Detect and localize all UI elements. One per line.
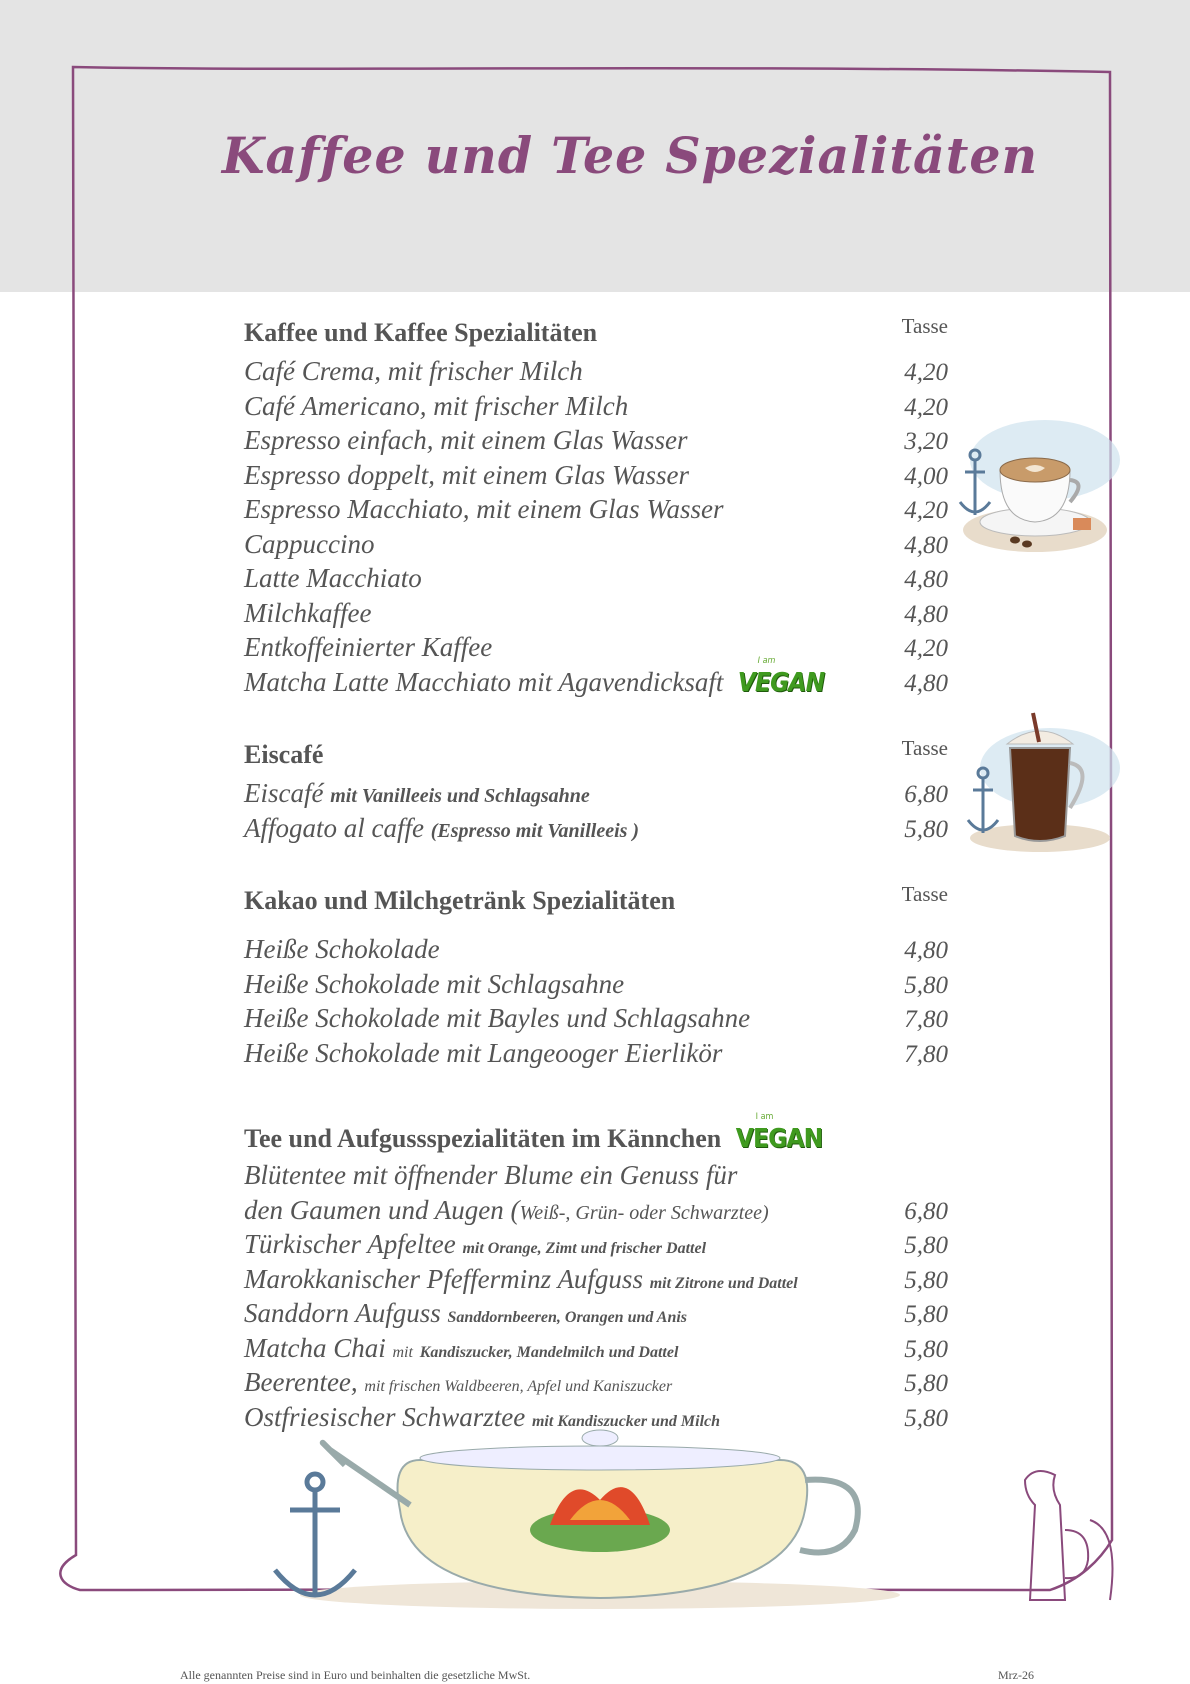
section-kaffee [244, 314, 948, 701]
menu-item: Ostfriesischer Schwarztee mit Kandiszucker und Milch 5,80 [244, 1401, 948, 1432]
teapot-illustration [270, 1420, 930, 1620]
section-title: Kaffee und Kaffee Spezialitäten [244, 318, 598, 347]
menu-item: Espresso Macchiato, mit einem Glas Wasser 4,20 [244, 494, 948, 524]
menu-item: Milchkaffee 4,80 [244, 597, 948, 628]
jug-outline-illustration [1010, 1460, 1140, 1610]
section-title: Eiscafé [244, 740, 324, 769]
menu-item: Heiße Schokolade mit Langeooger Eierlikör 7,80 [244, 1037, 948, 1068]
coffee-cup-illustration [955, 410, 1125, 560]
menu-item: Türkischer Apfeltee mit Orange, Zimt und frischer Dattel 5,80 [244, 1229, 948, 1259]
unit-label: Tasse [901, 882, 948, 906]
menu-item: Heiße Schokolade mit Schlagsahne 5,80 [244, 968, 948, 999]
menu-item: Café Americano, mit frischer Milch 4,20 [244, 390, 948, 421]
menu-item: Affogato al caffe (Espresso mit Vanilleeis ) 5,80 [244, 812, 948, 843]
menu-item: Cappuccino 4,80 [244, 528, 948, 559]
section-title: Kakao und Milchgetränk Spezialitäten [244, 886, 676, 915]
unit-label: Tasse [901, 314, 948, 338]
menu-item-line: Blütentee mit öffnender Blume ein Genuss für [244, 1160, 738, 1190]
vegan-badge-icon: I am VEGAN [738, 655, 825, 698]
section-tee [244, 1112, 948, 1436]
unit-label: Tasse [901, 736, 948, 760]
menu-item: Entkoffeinierter Kaffee 4,20 [244, 632, 948, 662]
menu-item: Heiße Schokolade 4,80 [244, 934, 948, 964]
menu-item: Heiße Schokolade mit Bayles und Schlagsahne 7,80 [244, 1003, 948, 1033]
menu-item: Espresso doppelt, mit einem Glas Wasser 4,00 [244, 459, 948, 490]
menu-item: Eiscafé mit Vanilleeis und Schlagsahne 6,80 [244, 778, 948, 808]
menu-item: Matcha Chai mit Kandiszucker, Mandelmilch und Dattel 5,80 [244, 1332, 948, 1363]
menu-item: Sanddorn Aufguss Sanddornbeeren, Orangen und Anis 5,80 [244, 1298, 948, 1328]
page-code: Mrz-26 [998, 1668, 1034, 1682]
menu-item: Espresso einfach, mit einem Glas Wasser 3,20 [244, 425, 948, 455]
footer-note: Alle genannten Preise sind in Euro und beinhalten die gesetzliche MwSt. [180, 1668, 531, 1682]
section-kakao [244, 882, 948, 1072]
menu-item: Marokkanischer Pfefferminz Aufguss mit Zitrone und Dattel 5,80 [244, 1263, 948, 1294]
section-title: Tee und Aufgussspezialitäten im Kännchen I am VEGAN [244, 1112, 823, 1154]
page-title: Kaffee und Tee Spezialitäten [221, 126, 1039, 185]
menu-item: Beerentee, mit frischen Waldbeeren, Apfel und Kaniszucker 5,80 [244, 1367, 948, 1397]
iced-coffee-illustration [955, 708, 1125, 858]
menu-item: Café Crema, mit frischer Milch 4,20 [244, 356, 948, 386]
menu-item: Matcha Latte Macchiato mit Agavendicksaft I am VEGAN 4,80 [244, 655, 948, 698]
section-eiscafe [244, 736, 948, 847]
vegan-badge-icon: I am VEGAN [736, 1112, 823, 1154]
menu-item: Latte Macchiato 4,80 [244, 563, 948, 593]
menu-item: den Gaumen und Augen (Weiß-, Grün- oder Schwarztee) 6,80 [244, 1194, 948, 1225]
